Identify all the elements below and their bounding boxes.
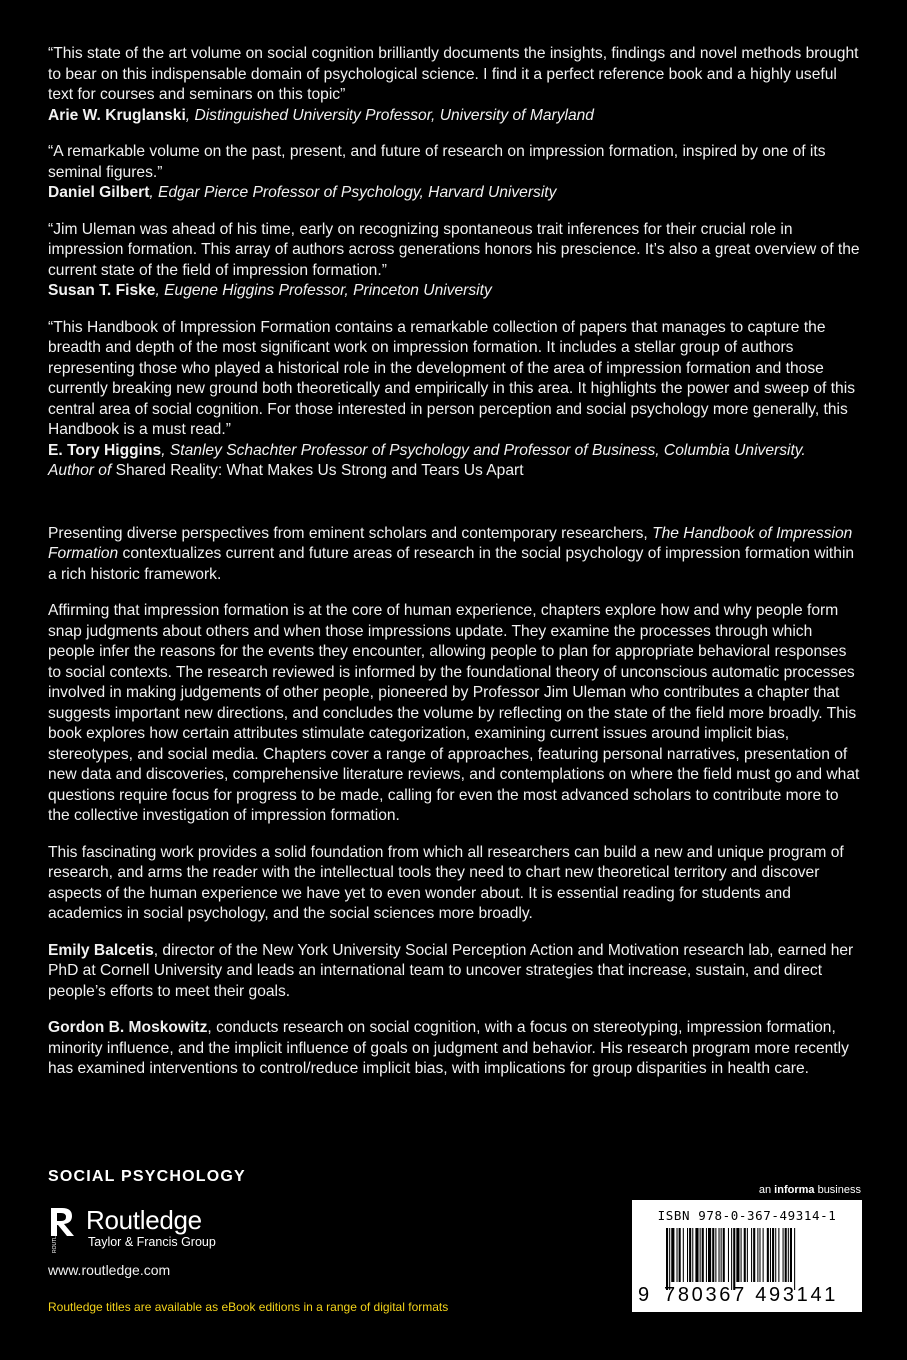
barcode-bar	[677, 1228, 678, 1282]
publisher-wordmark	[86, 1206, 216, 1250]
endorser-title: , Eugene Higgins Professor, Princeton University	[155, 282, 492, 299]
publisher-group: Taylor & Francis Group	[88, 1235, 216, 1249]
barcode-bar	[788, 1228, 789, 1282]
description-body: Affirming that impression formation is at the core of human experience, chapters explore how and why people form snap judgments about others and when those impressions update. They examine the processes through which people infer the reasons for the events they encounter, allowing people to plan for appropriate behavioral responses to social contexts. The research reviewed is informed by the foundational theory of unconscious automatic processes involved in making judgements of other people, pioneered by Professor Jim Uleman who contributes a chapter that suggests important new directions, and concludes the volume by reflecting on the state of the field more broadly. This book explores how certain attributes stimulate categorization, examining current issues around implicit bias, stereotypes, and social media. Chapters cover a range of approaches, featuring personal narratives, presentation of new data and discoveries, comprehensive literature reviews, and contemplations on where the field must go and what questions require focus for progress to be made, calling for even the most advanced scholars to contribute more to the collective investigation of impression formation.	[48, 602, 860, 824]
endorsement-2	[48, 142, 863, 204]
barcode-bar	[715, 1228, 716, 1282]
book-title: The Handbook of Impression Formation	[48, 524, 853, 562]
publisher-website: www.routledge.com	[48, 1262, 171, 1278]
endorsement-quote: “This state of the art volume on social cognition brilliantly documents the insights, findings and novel methods brought to bear on this indispensable domain of psychological science. I find it a perfect reference book and a highly useful text for courses and seminars on this topic”	[48, 45, 859, 103]
barcode-bar	[679, 1228, 681, 1282]
barcode-bar	[723, 1228, 725, 1282]
editor-bio: , director of the New York University Social Perception Action and Motivation research lab, earned her PhD at Cornell University and leads an international team to uncover strategies that increase, sustain, and direct people’s efforts to meet their goals.	[48, 941, 854, 1000]
barcode-bar	[772, 1228, 774, 1282]
barcode-bar	[783, 1228, 784, 1282]
barcode-first-digit: 9	[638, 1284, 651, 1306]
barcode-bar	[689, 1228, 691, 1282]
barcode-bar	[719, 1228, 720, 1282]
endorsement-1	[48, 44, 863, 126]
back-cover-content	[48, 44, 863, 1096]
barcode-bar	[692, 1228, 693, 1282]
isbn-label: ISBN 978-0-367-49314-1	[657, 1208, 837, 1223]
intro-text-cont: contextualizes current and future areas of research in the social psychology of impression formation within a rich historic framework.	[48, 545, 855, 583]
endorsement-quote: “Jim Uleman was ahead of his time, early on recognizing spontaneous trait inferences for their crucial role in impression formation. This array of authors across generations honors his prescience. It’s also a great overview of the current state of the field of impression formation.”	[48, 220, 860, 279]
barcode-bar	[770, 1228, 771, 1282]
barcode-bar	[775, 1228, 776, 1282]
barcode-bar	[702, 1228, 704, 1282]
subject-category: SOCIAL PSYCHOLOGY	[48, 1168, 246, 1185]
editor-bio-2	[48, 1018, 863, 1080]
endorser-name: Susan T. Fiske	[48, 282, 156, 299]
barcode-bar	[736, 1228, 739, 1282]
barcode-bar	[671, 1228, 674, 1282]
barcode-bar	[721, 1228, 722, 1282]
isbn-barcode	[632, 1200, 862, 1312]
endorsement-3	[48, 220, 863, 302]
endorser-name: E. Tory Higgins	[48, 441, 162, 459]
endorsement-attribution	[48, 184, 556, 201]
barcode-bar	[666, 1228, 668, 1290]
barcode-bar	[706, 1228, 707, 1282]
informa-suffix: business	[814, 1184, 861, 1196]
barcode-bar	[687, 1228, 688, 1282]
informa-brand: informa	[774, 1184, 815, 1196]
intro-text: Presenting diverse perspectives from eminent scholars and contemporary researchers,	[48, 524, 653, 542]
barcode-bar	[767, 1228, 769, 1282]
barcode-bar	[753, 1228, 755, 1282]
barcode-bar	[794, 1228, 795, 1290]
endorser-title: , Edgar Pierce Professor of Psychology, Harvard University	[149, 184, 557, 201]
editor-bio-1	[48, 941, 863, 1003]
barcode-bar	[744, 1228, 746, 1282]
endorser-name: Arie W. Kruglanski	[48, 106, 186, 124]
description-intro	[48, 524, 863, 586]
barcode-bar	[759, 1228, 760, 1282]
barcode-bar	[683, 1228, 684, 1282]
endorser-name: Daniel Gilbert	[48, 184, 150, 201]
barcode-bar	[741, 1228, 742, 1282]
editor-bio: , conducts research on social cognition, with a focus on stereotyping, impression formation, minority influence, and the implicit influence of goals on judgment and behavior. His research program more recently has examined interventions to control/reduce implicit bias, with implications for group disparities in health care.	[48, 1019, 849, 1077]
barcode-bar	[712, 1228, 714, 1282]
informa-tagline	[759, 1184, 861, 1196]
barcode-bar	[669, 1228, 670, 1290]
publisher-logo	[48, 1206, 216, 1254]
barcode-bar	[790, 1228, 792, 1282]
barcode-bar	[733, 1228, 735, 1290]
barcode-bar	[695, 1228, 698, 1282]
barcode-bar	[757, 1228, 758, 1282]
logo-vertical-text: ROUTLEDGE	[52, 1221, 58, 1253]
barcode-bar	[731, 1228, 732, 1290]
barcode-bar	[778, 1228, 779, 1282]
barcode-bar	[708, 1228, 711, 1282]
endorser-title: , Distinguished University Professor, University of Maryland	[185, 106, 594, 124]
endorser-title: , Stanley Schachter Professor of Psychology and Professor of Business, Columbia University.	[161, 441, 806, 459]
barcode-bar	[763, 1228, 764, 1282]
editor-name: Emily Balcetis	[48, 941, 154, 959]
barcode-bar	[751, 1228, 752, 1282]
publisher-name: Routledge	[86, 1205, 202, 1235]
informa-prefix: an	[758, 1184, 775, 1196]
endorser-author-of: Author of	[48, 462, 112, 479]
description-closing: This fascinating work provides a solid foundation from which all researchers can build a new and unique program of research, and arms the reader with the intellectual tools they need to chart new theoretical territory and discover aspects of the human experience we have yet to even wonder about. It is essential reading for students and academics in social psychology, and the social sciences more broadly.	[48, 843, 844, 922]
endorsement-attribution	[48, 442, 806, 480]
barcode-bar	[747, 1228, 748, 1282]
barcode-bar	[700, 1228, 701, 1282]
ebook-note: Routledge titles are available as eBook editions in a range of digital formats	[48, 1300, 449, 1314]
endorsement-quote: “A remarkable volume on the past, present, and future of research on impression formation, inspired by one of its seminal figures.”	[48, 143, 826, 181]
barcode-bar	[728, 1228, 729, 1282]
endorsement-4	[48, 318, 863, 482]
editor-name: Gordon B. Moskowitz	[48, 1019, 208, 1036]
endorsement-attribution	[48, 107, 594, 124]
barcode-number: 780367 493141	[664, 1284, 839, 1306]
endorsement-quote: “This Handbook of Impression Formation contains a remarkable collection of papers that manages to capture the breadth and depth of the most significant work on impression formation. It includes a stellar group of authors representing those who played a historical role in the development of the area of impression formation and those currently breaking new ground both theoretically and empirically in this area. It highlights the power and sweep of this central area of social cognition. For those interested in person perception and social psychology more generally, this Handbook is a must read.”	[48, 318, 855, 438]
endorser-book-title: Shared Reality: What Makes Us Strong and Tears Us Apart	[111, 462, 524, 479]
barcode-bar	[785, 1228, 787, 1282]
endorsement-attribution	[48, 282, 492, 299]
routledge-logo-icon	[48, 1206, 78, 1254]
barcode-bars	[666, 1228, 834, 1290]
